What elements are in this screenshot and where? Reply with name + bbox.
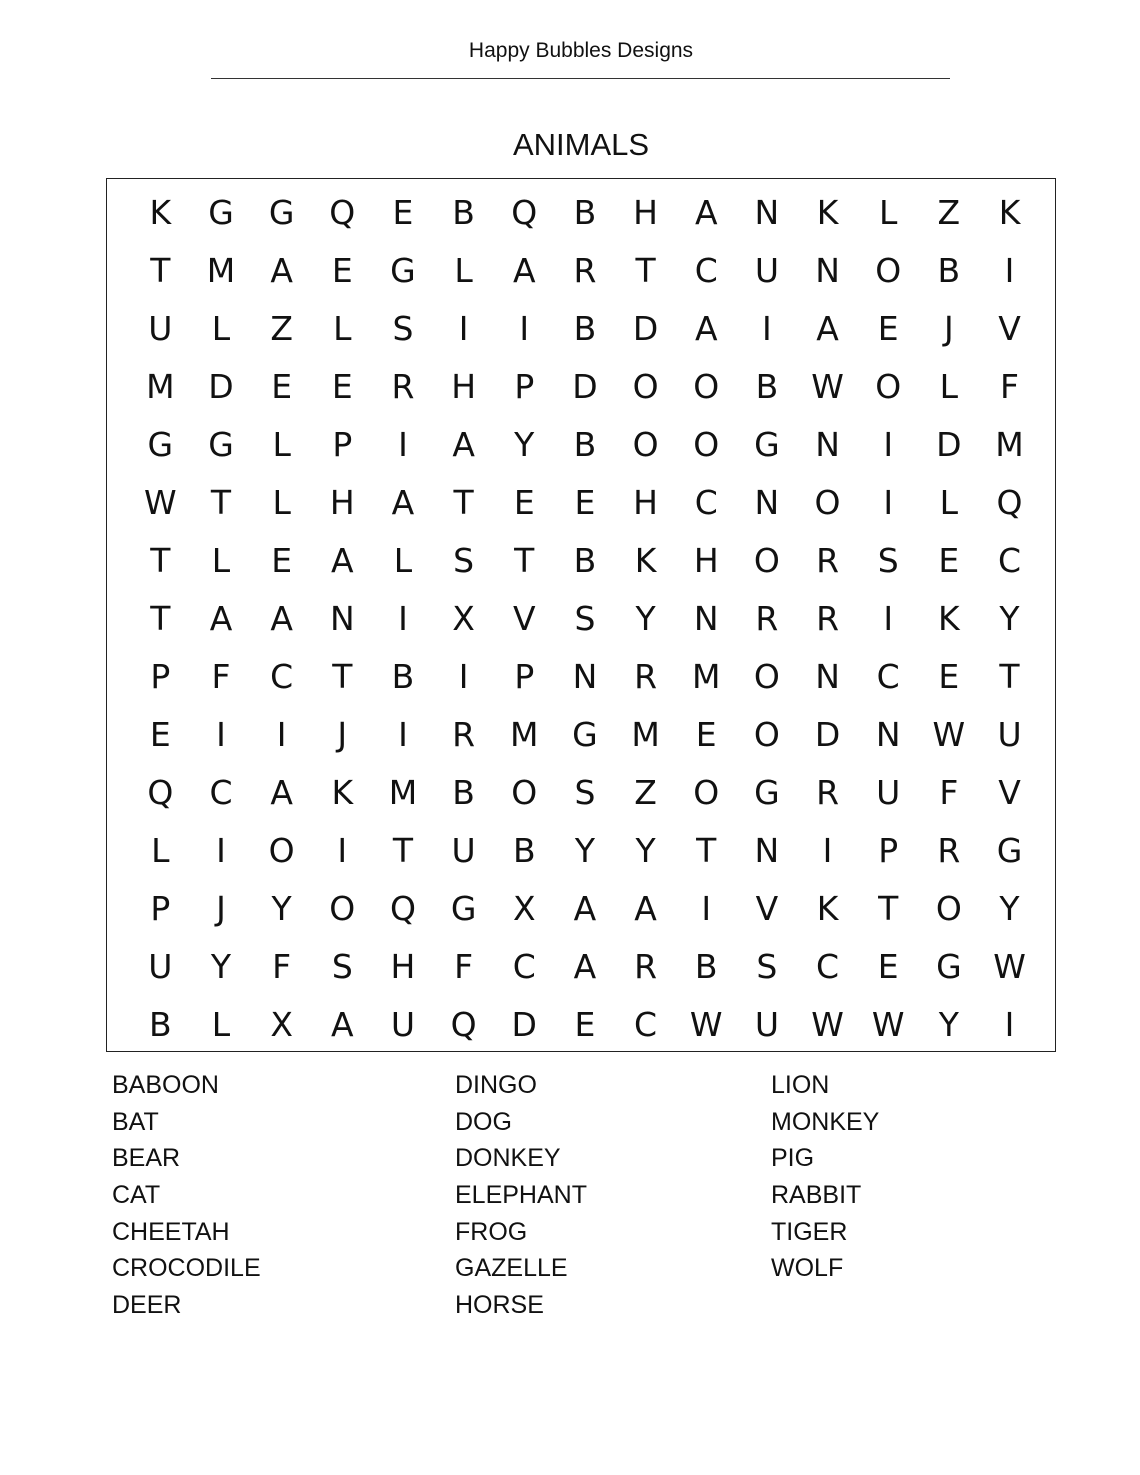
grid-cell: B xyxy=(452,192,475,232)
grid-cell: I xyxy=(398,714,408,754)
grid-row xyxy=(130,531,1040,589)
grid-cell: R xyxy=(816,772,840,812)
grid-cell: B xyxy=(573,540,597,580)
grid-cell: P xyxy=(514,366,535,406)
grid-cell: N xyxy=(572,656,598,696)
grid-cell: L xyxy=(393,540,413,580)
grid-cell: M xyxy=(388,772,418,812)
word-list-item: DINGO xyxy=(455,1071,537,1099)
grid-cell: M xyxy=(631,714,660,754)
grid-row xyxy=(130,879,1040,937)
grid-cell: G xyxy=(754,424,780,464)
grid-row xyxy=(130,473,1040,531)
grid-cell: Z xyxy=(634,772,657,812)
grid-cell: T xyxy=(878,888,899,928)
grid-cell: B xyxy=(149,1004,172,1044)
grid-cell: O xyxy=(875,250,902,290)
grid-cell: K xyxy=(331,772,354,812)
grid-cell: T xyxy=(150,250,171,290)
grid-cell: Y xyxy=(635,830,656,870)
grid-cell: O xyxy=(511,772,538,812)
grid-cell: C xyxy=(694,482,718,522)
grid-cell: G xyxy=(208,424,234,464)
grid-cell: S xyxy=(453,540,475,580)
grid-cell: O xyxy=(753,656,780,696)
grid-cell: A xyxy=(270,250,293,290)
grid-cell: C xyxy=(209,772,233,812)
grid-cell: N xyxy=(815,424,840,464)
grid-cell: S xyxy=(574,598,596,638)
word-list-item: CHEETAH xyxy=(112,1217,230,1246)
grid-cell: E xyxy=(574,1004,596,1044)
grid-cell: I xyxy=(276,714,287,754)
grid-cell: S xyxy=(574,772,596,812)
grid-cell: I xyxy=(519,308,530,348)
grid-cell: Q xyxy=(147,772,174,812)
grid-row xyxy=(130,705,1040,763)
grid-cell: O xyxy=(875,366,902,406)
grid-cell: E xyxy=(877,946,899,986)
grid-cell: H xyxy=(451,366,477,406)
word-list-item: TIGER xyxy=(771,1217,848,1246)
grid-cell: A xyxy=(816,308,839,348)
grid-cell: L xyxy=(879,192,898,232)
grid-cell: I xyxy=(1004,250,1015,290)
grid-cell: X xyxy=(452,598,475,638)
grid-cell: R xyxy=(937,830,961,870)
word-list-item: CROCODILE xyxy=(112,1254,261,1283)
puzzle-title: ANIMALS xyxy=(512,127,650,162)
word-list-item: DONKEY xyxy=(455,1144,561,1173)
grid-row xyxy=(130,995,1040,1053)
grid-cell: T xyxy=(696,830,717,870)
grid-cell: J xyxy=(337,714,348,754)
grid-cell: H xyxy=(329,482,355,522)
grid-cell: Y xyxy=(514,424,535,464)
grid-cell: U xyxy=(148,946,173,986)
word-list-item: WOLF xyxy=(771,1254,844,1283)
grid-cell: E xyxy=(149,714,171,754)
grid-cell: G xyxy=(268,192,295,232)
grid-cell: T xyxy=(635,250,656,290)
grid-cell: M xyxy=(995,424,1024,464)
word-list-column-2 xyxy=(455,1067,587,1324)
grid-cell: C xyxy=(997,540,1022,580)
grid-cell: D xyxy=(208,366,234,406)
grid-cell: Y xyxy=(938,1004,959,1044)
grid-row xyxy=(130,763,1040,821)
grid-cell: I xyxy=(458,656,469,696)
brand-header: Happy Bubbles Designs xyxy=(468,39,694,62)
grid-cell: T xyxy=(999,656,1020,696)
word-list-item: PIG xyxy=(771,1144,815,1173)
grid-cell: C xyxy=(512,946,536,986)
grid-cell: O xyxy=(935,888,962,928)
grid-cell: K xyxy=(998,192,1021,232)
grid-cell: N xyxy=(754,482,780,522)
grid-cell: C xyxy=(876,656,900,696)
grid-cell: A xyxy=(270,772,293,812)
grid-cell: G xyxy=(147,424,174,464)
grid-cell: L xyxy=(939,366,959,406)
grid-cell: Y xyxy=(210,946,232,986)
grid-cell: L xyxy=(211,1004,231,1044)
grid-cell: N xyxy=(815,656,840,696)
grid-cell: A xyxy=(694,192,718,232)
grid-cell: K xyxy=(938,598,960,638)
grid-cell: R xyxy=(634,656,658,696)
grid-cell: A xyxy=(331,1004,354,1044)
grid-cell: S xyxy=(331,946,353,986)
grid-cell: K xyxy=(634,540,657,580)
grid-cell: E xyxy=(271,366,293,406)
grid-cell: K xyxy=(816,192,839,232)
grid-cell: X xyxy=(512,888,536,928)
grid-cell: O xyxy=(329,888,356,928)
grid-cell: N xyxy=(329,598,355,638)
grid-cell: Z xyxy=(270,308,293,348)
grid-cell: I xyxy=(216,714,226,754)
word-list-item: MONKEY xyxy=(771,1107,880,1136)
grid-cell: A xyxy=(452,424,475,464)
grid-row xyxy=(130,183,1040,241)
grid-row xyxy=(130,357,1040,415)
word-list-item: BEAR xyxy=(112,1144,181,1173)
grid-cell: G xyxy=(996,830,1023,870)
grid-cell: C xyxy=(634,1004,658,1044)
grid-cell: W xyxy=(993,946,1026,986)
grid-cell: A xyxy=(391,482,415,522)
grid-cell: E xyxy=(938,540,960,580)
grid-row xyxy=(130,821,1040,879)
grid-cell: G xyxy=(390,250,416,290)
grid-cell: V xyxy=(512,598,536,638)
grid-cell: L xyxy=(272,424,291,464)
grid-cell: U xyxy=(754,1004,779,1044)
grid-row xyxy=(130,299,1040,357)
grid-cell: I xyxy=(762,308,772,348)
grid-cell: R xyxy=(816,598,840,638)
grid-cell: C xyxy=(816,946,840,986)
grid-cell: P xyxy=(332,424,353,464)
grid-cell: W xyxy=(871,1004,905,1044)
grid-cell: P xyxy=(878,830,899,870)
grid-cell: Y xyxy=(574,830,595,870)
grid-cell: Y xyxy=(999,888,1020,928)
grid-cell: V xyxy=(998,308,1021,348)
grid-cell: O xyxy=(268,830,295,870)
grid-cell: R xyxy=(573,250,597,290)
grid-row xyxy=(130,241,1040,299)
grid-cell: S xyxy=(756,946,778,986)
grid-cell: O xyxy=(814,482,841,522)
grid-cell: Q xyxy=(389,888,416,928)
grid-cell: C xyxy=(694,250,718,290)
grid-cell: H xyxy=(693,540,719,580)
grid-cell: O xyxy=(753,540,780,580)
grid-cell: W xyxy=(689,1004,723,1044)
grid-cell: I xyxy=(883,598,894,638)
grid-cell: J xyxy=(216,888,226,928)
grid-cell: B xyxy=(694,946,718,986)
grid-cell: L xyxy=(211,540,231,580)
grid-cell: G xyxy=(572,714,598,754)
grid-cell: F xyxy=(272,946,292,986)
grid-cell: S xyxy=(877,540,899,580)
word-list-item: FROG xyxy=(455,1217,528,1246)
grid-cell: A xyxy=(209,598,233,638)
grid-cell: O xyxy=(693,366,720,406)
grid-cell: G xyxy=(450,888,477,928)
word-list-item: RABBIT xyxy=(771,1181,862,1210)
grid-cell: D xyxy=(814,714,841,754)
grid-cell: W xyxy=(811,366,844,406)
grid-cell: Q xyxy=(996,482,1023,522)
word-list-item: BABOON xyxy=(112,1071,219,1099)
grid-cell: A xyxy=(573,888,597,928)
grid-cell: E xyxy=(331,366,353,406)
grid-cell: U xyxy=(997,714,1022,754)
word-list-column-1 xyxy=(112,1067,261,1324)
grid-row xyxy=(130,415,1040,473)
grid-cell: I xyxy=(701,888,712,928)
grid-cell: H xyxy=(633,482,658,522)
grid-cell: E xyxy=(392,192,414,232)
grid-row xyxy=(130,589,1040,647)
grid-cell: Y xyxy=(999,598,1020,638)
grid-cell: H xyxy=(633,192,658,232)
letter-grid xyxy=(130,183,1040,1053)
grid-cell: H xyxy=(390,946,416,986)
word-list-item: GAZELLE xyxy=(455,1254,568,1283)
grid-cell: L xyxy=(151,830,170,870)
header-divider xyxy=(211,78,950,79)
grid-cell: T xyxy=(332,656,353,696)
grid-cell: F xyxy=(1000,366,1019,406)
grid-row xyxy=(130,647,1040,705)
word-list-item: DEER xyxy=(112,1291,182,1320)
grid-cell: F xyxy=(939,772,959,812)
grid-cell: W xyxy=(144,482,177,522)
grid-cell: W xyxy=(932,714,966,754)
grid-cell: O xyxy=(693,424,720,464)
grid-cell: S xyxy=(392,308,414,348)
grid-cell: Y xyxy=(271,888,292,928)
grid-cell: Q xyxy=(450,1004,477,1044)
grid-cell: N xyxy=(815,250,840,290)
word-list-item: LION xyxy=(771,1071,830,1099)
grid-cell: E xyxy=(938,656,960,696)
grid-cell: U xyxy=(451,830,476,870)
grid-cell: B xyxy=(512,830,536,870)
grid-cell: T xyxy=(392,830,414,870)
grid-cell: I xyxy=(398,424,408,464)
grid-cell: E xyxy=(695,714,717,754)
grid-cell: I xyxy=(398,598,408,638)
grid-cell: D xyxy=(632,308,659,348)
grid-cell: O xyxy=(753,714,780,754)
grid-cell: L xyxy=(211,308,231,348)
grid-cell: Q xyxy=(329,192,356,232)
grid-cell: I xyxy=(1004,1004,1015,1044)
word-list-item: ELEPHANT xyxy=(455,1181,587,1210)
grid-cell: G xyxy=(936,946,962,986)
word-list xyxy=(0,1067,1140,1327)
grid-cell: T xyxy=(150,540,171,580)
grid-cell: I xyxy=(337,830,348,870)
grid-cell: D xyxy=(572,366,598,406)
grid-cell: L xyxy=(454,250,473,290)
grid-cell: F xyxy=(454,946,474,986)
grid-cell: F xyxy=(211,656,231,696)
grid-cell: I xyxy=(822,830,833,870)
grid-cell: M xyxy=(691,656,721,696)
grid-cell: R xyxy=(634,946,658,986)
grid-cell: O xyxy=(693,772,720,812)
grid-cell: Y xyxy=(635,598,656,638)
grid-cell: T xyxy=(453,482,474,522)
grid-cell: N xyxy=(754,830,780,870)
grid-cell: X xyxy=(270,1004,293,1044)
grid-cell: N xyxy=(754,192,780,232)
grid-cell: I xyxy=(458,308,469,348)
grid-cell: K xyxy=(149,192,172,232)
grid-cell: V xyxy=(755,888,779,928)
grid-cell: E xyxy=(877,308,899,348)
grid-cell: R xyxy=(816,540,840,580)
grid-cell: P xyxy=(150,888,171,928)
grid-cell: B xyxy=(573,308,597,348)
grid-cell: E xyxy=(271,540,293,580)
word-list-column-3 xyxy=(771,1067,879,1287)
grid-cell: V xyxy=(998,772,1021,812)
grid-cell: E xyxy=(574,482,596,522)
grid-cell: L xyxy=(939,482,959,522)
grid-cell: U xyxy=(876,772,901,812)
grid-cell: B xyxy=(452,772,475,812)
grid-cell: G xyxy=(754,772,780,812)
grid-cell: B xyxy=(573,424,597,464)
grid-cell: G xyxy=(208,192,234,232)
grid-cell: M xyxy=(206,250,236,290)
grid-cell: Q xyxy=(511,192,538,232)
grid-cell: T xyxy=(210,482,232,522)
grid-cell: R xyxy=(391,366,415,406)
grid-cell: U xyxy=(390,1004,416,1044)
grid-cell: N xyxy=(693,598,719,638)
grid-cell: P xyxy=(514,656,535,696)
grid-cell: J xyxy=(943,308,954,348)
grid-cell: W xyxy=(811,1004,844,1044)
grid-cell: B xyxy=(391,656,415,696)
grid-cell: M xyxy=(146,366,175,406)
grid-cell: I xyxy=(883,424,894,464)
grid-cell: O xyxy=(632,424,659,464)
grid-cell: A xyxy=(331,540,354,580)
grid-cell: E xyxy=(513,482,535,522)
grid-cell: U xyxy=(754,250,779,290)
grid-cell: A xyxy=(694,308,718,348)
grid-cell: I xyxy=(216,830,226,870)
grid-cell: B xyxy=(937,250,961,290)
grid-cell: B xyxy=(573,192,597,232)
grid-cell: M xyxy=(510,714,539,754)
grid-cell: A xyxy=(634,888,657,928)
grid-cell: P xyxy=(150,656,171,696)
grid-cell: D xyxy=(936,424,962,464)
grid-row xyxy=(130,937,1040,995)
grid-cell: D xyxy=(511,1004,537,1044)
grid-cell: Z xyxy=(937,192,961,232)
word-list-item: BAT xyxy=(112,1107,159,1136)
word-list-item: HORSE xyxy=(455,1291,544,1320)
grid-cell: L xyxy=(272,482,291,522)
word-list-item: DOG xyxy=(455,1107,512,1136)
grid-cell: O xyxy=(632,366,659,406)
grid-cell: A xyxy=(270,598,293,638)
grid-cell: T xyxy=(514,540,535,580)
grid-cell: T xyxy=(150,598,171,638)
grid-cell: N xyxy=(875,714,901,754)
grid-cell: B xyxy=(755,366,779,406)
grid-cell: I xyxy=(883,482,894,522)
grid-cell: C xyxy=(270,656,294,696)
grid-cell: R xyxy=(755,598,779,638)
grid-cell: E xyxy=(331,250,353,290)
grid-cell: U xyxy=(148,308,173,348)
grid-cell: A xyxy=(512,250,536,290)
grid-cell: R xyxy=(452,714,476,754)
word-list-item: CAT xyxy=(112,1181,161,1210)
grid-cell: K xyxy=(816,888,839,928)
grid-cell: A xyxy=(573,946,597,986)
grid-cell: L xyxy=(333,308,352,348)
